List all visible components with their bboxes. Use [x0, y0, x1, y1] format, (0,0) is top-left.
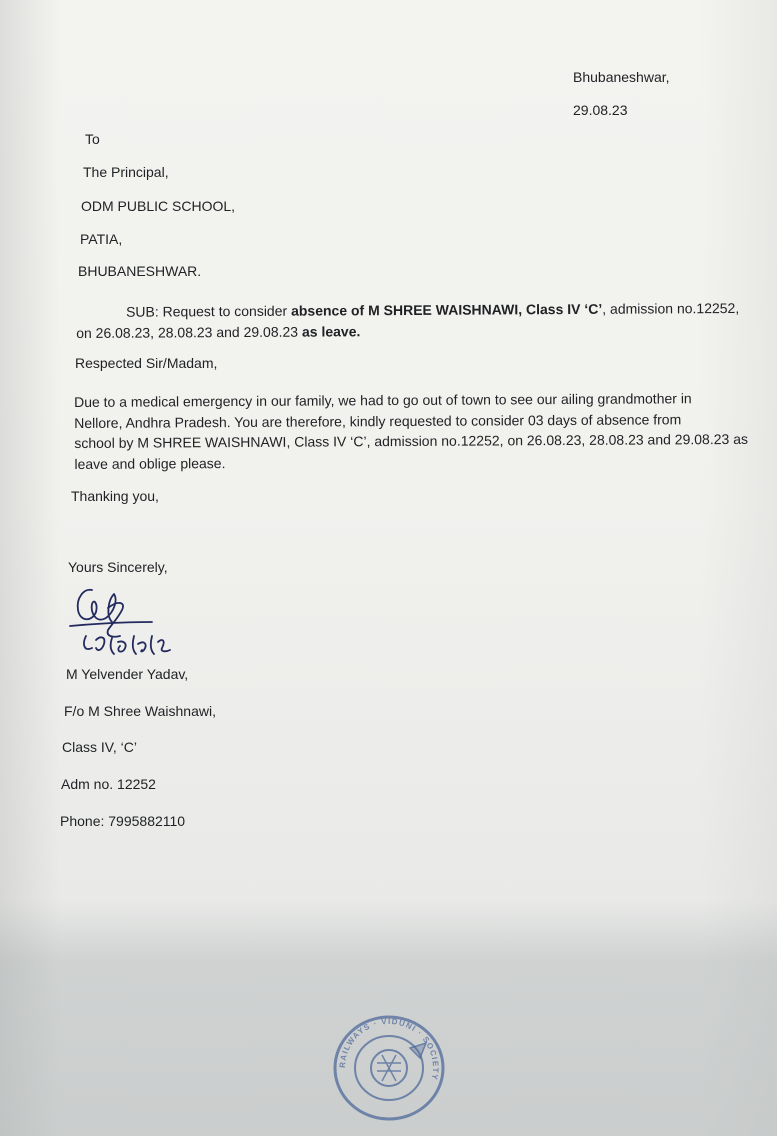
letter-place: Bhubaneshwar, — [573, 69, 670, 85]
body-line-1: Due to a medical emergency in our family, we had to go out of town to see our ailing grandmother in — [74, 390, 692, 410]
sender-adm: Adm no. 12252 — [61, 776, 156, 792]
recipient-area: PATIA, — [80, 231, 123, 247]
subject-line2-prefix: on 26.08.23, 28.08.23 and 29.08.23 — [76, 323, 302, 341]
subject-line-1 — [76, 298, 739, 323]
subject-bold-2: as leave. — [301, 322, 361, 340]
subject-prefix: SUB: Request to consider — [126, 302, 292, 320]
subject-block — [76, 298, 739, 343]
subject-bold-1: absence of M SHREE WAISHNAWI, Class IV ‘C’ — [290, 300, 603, 319]
letter-date: 29.08.23 — [573, 102, 628, 118]
recipient-city: BHUBANESHWAR. — [78, 263, 202, 279]
to-label: To — [85, 131, 100, 147]
body-paragraph — [74, 388, 748, 474]
salutation: Respected Sir/Madam, — [75, 355, 218, 371]
handwritten-signature — [62, 578, 202, 668]
body-line-4: leave and oblige please. — [74, 454, 226, 472]
sender-phone: Phone: 7995882110 — [60, 813, 186, 829]
sender-class: Class IV, ‘C’ — [62, 739, 137, 755]
subject-line-2 — [76, 318, 739, 343]
subject-mid-1: , admission no.12252, — [602, 299, 740, 317]
recipient-title: The Principal, — [83, 164, 169, 180]
sender-name: M Yelvender Yadav, — [66, 666, 189, 682]
closing: Yours Sincerely, — [68, 559, 168, 575]
thanks: Thanking you, — [71, 488, 159, 504]
recipient-school: ODM PUBLIC SCHOOL, — [81, 198, 236, 214]
round-seal-stamp — [330, 1013, 448, 1123]
seal-ring-text: RAILWAYS · VIDUNI · SOCIETY — [337, 1016, 441, 1082]
body-line-2: Nellore, Andhra Pradesh. You are therefore, kindly requested to consider 03 days of absence from — [74, 410, 682, 431]
sender-relation: F/o M Shree Waishnawi, — [64, 703, 216, 719]
body-line-3: school by M SHREE WAISHNAWI, Class IV ‘C’, admission no.12252, on 26.08.23, 28.08.23 and 29.08.23 as — [74, 430, 749, 451]
